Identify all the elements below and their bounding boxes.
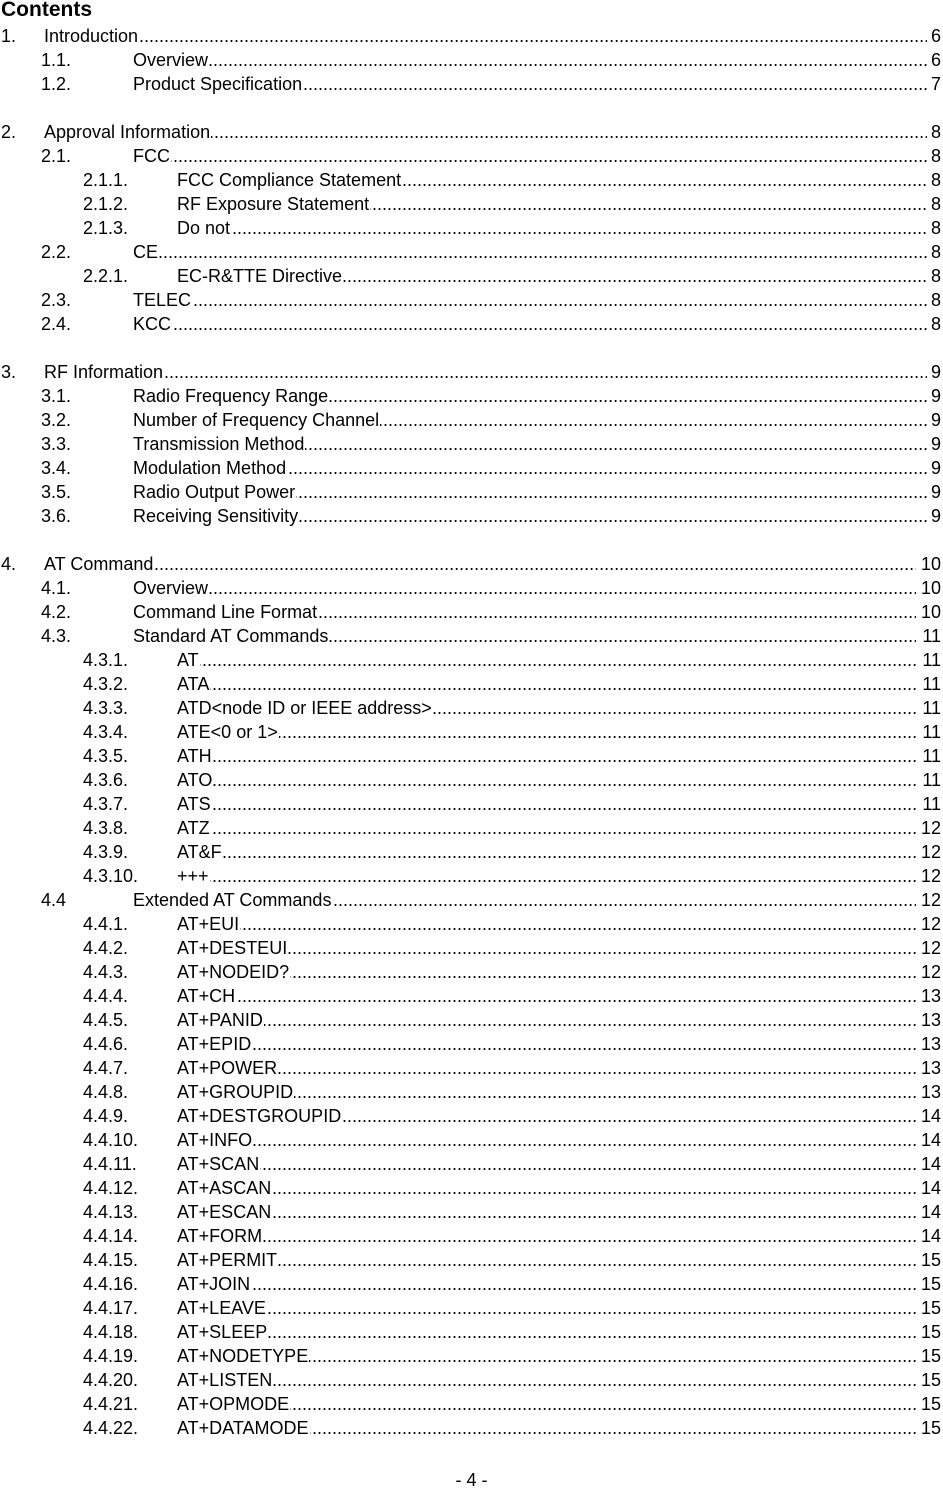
toc-entry-title-leader <box>177 1248 916 1272</box>
toc-entry-number: 3.1. <box>41 386 72 406</box>
toc-entry-title-leader <box>133 288 927 312</box>
toc-entry-title-leader <box>177 864 916 888</box>
toc-entry[interactable] <box>0 480 943 504</box>
toc-entry-title[interactable]: Introduction <box>44 26 139 46</box>
toc-spacer <box>0 336 943 360</box>
toc-entry[interactable] <box>0 672 943 696</box>
toc-entry-title[interactable]: EC-R&TTE Directive <box>177 266 343 286</box>
toc-entry-title[interactable]: Receiving Sensitivity <box>133 506 299 526</box>
toc-entry-number: 2.2.1. <box>83 266 129 286</box>
toc-entry-title-leader <box>44 360 927 384</box>
toc-entry[interactable] <box>0 1152 943 1176</box>
toc-entry-title[interactable]: Radio Output Power <box>133 482 296 502</box>
toc-entry-number: 4.4.21. <box>83 1394 139 1414</box>
toc-entry-title-leader <box>177 1152 916 1176</box>
toc-entry-title[interactable]: AT+EUI <box>177 914 240 934</box>
toc-entry[interactable] <box>0 48 943 72</box>
toc-entry-page: 12 <box>920 818 941 838</box>
toc-entry-title[interactable]: ATO <box>177 770 213 790</box>
toc-entry-title-leader <box>177 264 927 288</box>
toc-entry-title[interactable]: AT+EPID <box>177 1034 252 1054</box>
toc-entry-number: 4.4.14. <box>83 1226 139 1246</box>
toc-spacer <box>0 96 943 120</box>
toc-entry-title-leader <box>133 888 916 912</box>
toc-entry-title[interactable]: AT+PERMIT <box>177 1250 278 1270</box>
toc-entry-number: 4.4.1. <box>83 914 129 934</box>
toc-entry[interactable] <box>0 1296 943 1320</box>
toc-entry-title-leader <box>177 672 916 696</box>
toc-entry-title-leader <box>177 720 916 744</box>
toc-entry-title-leader <box>177 1344 916 1368</box>
toc-entry-title[interactable]: AT+PANID <box>177 1010 263 1030</box>
toc-entry-number: 4.4.7. <box>83 1058 129 1078</box>
toc-entry-title-leader <box>177 1392 916 1416</box>
toc-entry-number: 4.2. <box>41 602 72 622</box>
toc-entry[interactable] <box>0 1008 943 1032</box>
toc-entry[interactable] <box>0 216 943 240</box>
toc-entry[interactable] <box>0 1056 943 1080</box>
toc-entry-page: 12 <box>920 914 941 934</box>
toc-entry-page: 11 <box>922 794 941 814</box>
toc-entry-number: 4.3.8. <box>83 818 129 838</box>
toc-entry-page: 15 <box>920 1346 941 1366</box>
toc-entry[interactable] <box>0 192 943 216</box>
toc-entry-title-leader <box>177 1104 916 1128</box>
toc-entry-title-leader <box>44 552 916 576</box>
toc-entry[interactable] <box>0 864 943 888</box>
toc-entry-number: 4.4.16. <box>83 1274 139 1294</box>
toc-entry-title[interactable]: AT&F <box>177 842 222 862</box>
toc-entry-page: 6 <box>930 26 941 46</box>
toc-entry-number: 4.3.10. <box>83 866 139 886</box>
toc-entry-title[interactable]: AT+NODETYPE <box>177 1346 309 1366</box>
toc-entry-title[interactable]: Extended AT Commands <box>133 890 332 910</box>
toc-entry-title[interactable]: AT Command <box>44 554 154 574</box>
toc-entry-title-leader <box>177 960 916 984</box>
toc-entry[interactable] <box>0 984 943 1008</box>
toc-entry-title-leader <box>177 168 927 192</box>
toc-entry-title-leader <box>177 1224 916 1248</box>
toc-entry-number: 4.4.17. <box>83 1298 139 1318</box>
toc-entry[interactable] <box>0 768 943 792</box>
toc-entry[interactable] <box>0 792 943 816</box>
toc-entry-page: 15 <box>920 1298 941 1318</box>
toc-entry-page: 10 <box>920 602 941 622</box>
toc-entry-number: 4.3.6. <box>83 770 129 790</box>
toc-entry-number: 4.1. <box>41 578 72 598</box>
toc-entry[interactable] <box>0 1080 943 1104</box>
toc-entry-page: 9 <box>930 410 941 430</box>
toc-entry-title[interactable]: AT+DESTGROUPID <box>177 1106 342 1126</box>
toc-entry-page: 8 <box>930 314 941 334</box>
toc-entry-number: 4.4.15. <box>83 1250 139 1270</box>
toc-entry-title[interactable]: Do not <box>177 218 231 238</box>
toc-entry[interactable] <box>0 1368 943 1392</box>
toc-entry-number: 4.4.3. <box>83 962 129 982</box>
toc-entry[interactable] <box>0 144 943 168</box>
toc-entry[interactable] <box>0 912 943 936</box>
toc-entry-page: 12 <box>920 866 941 886</box>
toc-entry[interactable] <box>0 840 943 864</box>
toc-entry-title[interactable]: AT+DATAMODE <box>177 1418 309 1438</box>
toc-entry-title[interactable]: FCC Compliance Statement <box>177 170 402 190</box>
toc-entry-title-leader <box>177 744 916 768</box>
toc-entry-number: 2.2. <box>41 242 72 262</box>
toc-entry-number: 4.3.2. <box>83 674 129 694</box>
toc-entry[interactable] <box>0 1128 943 1152</box>
toc-entry-title-leader <box>177 1296 916 1320</box>
toc-entry-number: 1.2. <box>41 74 72 94</box>
toc-entry[interactable] <box>0 408 943 432</box>
toc-entry[interactable] <box>0 1032 943 1056</box>
toc-entry[interactable] <box>0 552 943 576</box>
toc-entry-title-leader <box>133 624 916 648</box>
toc-entry-title-leader <box>177 648 916 672</box>
toc-entry[interactable] <box>0 24 943 48</box>
toc-entry[interactable] <box>0 576 943 600</box>
toc-entry-number: 4.4.20. <box>83 1370 139 1390</box>
toc-entry-title[interactable]: ATH <box>177 746 212 766</box>
toc-entry-page: 13 <box>920 986 941 1006</box>
toc-entry-title[interactable]: AT+FORM <box>177 1226 263 1246</box>
toc-entry[interactable] <box>0 168 943 192</box>
toc-entry-page: 13 <box>920 1010 941 1030</box>
toc-entry-page: 9 <box>930 362 941 382</box>
toc-entry[interactable] <box>0 240 943 264</box>
toc-entry-title-leader <box>177 912 916 936</box>
toc-entry-title[interactable]: RF Information <box>44 362 164 382</box>
toc-entry-title-leader <box>44 24 927 48</box>
toc-entry-number: 4.4.13. <box>83 1202 139 1222</box>
toc-entry-title-leader <box>133 456 927 480</box>
toc-entry-title[interactable]: Product Specification <box>133 74 303 94</box>
toc-entry-number: 1. <box>1 26 17 46</box>
toc-entry-number: 4.4.10. <box>83 1130 139 1150</box>
toc-entry-number: 4.4.6. <box>83 1034 129 1054</box>
toc-entry-page: 14 <box>920 1202 941 1222</box>
toc-entry-title[interactable]: Radio Frequency Range <box>133 386 329 406</box>
toc-entry-page: 8 <box>930 218 941 238</box>
toc-entry[interactable] <box>0 288 943 312</box>
toc-entry[interactable] <box>0 648 943 672</box>
toc-entry-title[interactable]: +++ <box>177 866 209 886</box>
toc-entry-number: 4.4.5. <box>83 1010 129 1030</box>
toc-entry-title-leader <box>133 480 927 504</box>
toc-entry-title-leader <box>177 816 916 840</box>
toc-entry-title[interactable]: AT+OPMODE <box>177 1394 290 1414</box>
toc-entry-number: 3. <box>1 362 17 382</box>
toc-entry-number: 4.3.7. <box>83 794 129 814</box>
page-title: Contents <box>1 0 92 21</box>
toc-entry-title-leader <box>177 936 916 960</box>
toc-entry-page: 15 <box>920 1250 941 1270</box>
toc-entry[interactable] <box>0 1320 943 1344</box>
toc-spacer <box>0 528 943 552</box>
toc-entry-page: 8 <box>930 122 941 142</box>
toc-entry-number: 4.4.4. <box>83 986 129 1006</box>
toc-entry-title[interactable]: ATZ <box>177 818 210 838</box>
toc-entry-number: 4.4.2. <box>83 938 129 958</box>
toc-entry-number: 1.1. <box>41 50 72 70</box>
toc-entry-title[interactable]: AT+ASCAN <box>177 1178 272 1198</box>
toc-entry-number: 4.3. <box>41 626 72 646</box>
toc-entry[interactable] <box>0 1248 943 1272</box>
toc-entry-title-leader <box>44 120 927 144</box>
toc-entry-page: 14 <box>920 1178 941 1198</box>
toc-entry-title[interactable]: Overview <box>133 50 209 70</box>
toc-entry-title[interactable]: AT+POWER <box>177 1058 278 1078</box>
toc-entry[interactable] <box>0 72 943 96</box>
toc-entry-number: 2.1.3. <box>83 218 129 238</box>
toc-entry-title-leader <box>133 432 927 456</box>
toc-entry-title[interactable]: AT+ESCAN <box>177 1202 272 1222</box>
toc-entry[interactable] <box>0 456 943 480</box>
toc-entry-number: 2.4. <box>41 314 72 334</box>
toc-entry[interactable] <box>0 936 943 960</box>
toc-entry-title[interactable]: AT+SLEEP <box>177 1322 268 1342</box>
toc-entry-page: 14 <box>920 1130 941 1150</box>
toc-entry-number: 4.3.3. <box>83 698 129 718</box>
toc-entry[interactable] <box>0 360 943 384</box>
toc-entry-page: 6 <box>930 50 941 70</box>
toc-entry-title[interactable]: AT+INFO <box>177 1130 253 1150</box>
toc-entry[interactable] <box>0 720 943 744</box>
toc-entry-page: 11 <box>922 650 941 670</box>
table-of-contents <box>0 24 943 1440</box>
toc-entry[interactable] <box>0 1200 943 1224</box>
toc-entry-title[interactable]: ATE<0 or 1> <box>177 722 278 742</box>
toc-entry[interactable] <box>0 1104 943 1128</box>
toc-entry-title-leader <box>133 240 927 264</box>
toc-entry-title-leader <box>177 216 927 240</box>
toc-entry-title-leader <box>133 408 927 432</box>
toc-entry[interactable] <box>0 1344 943 1368</box>
toc-entry-page: 10 <box>920 578 941 598</box>
toc-entry[interactable] <box>0 816 943 840</box>
toc-entry-page: 12 <box>920 842 941 862</box>
toc-entry-title-leader <box>133 144 927 168</box>
toc-entry-page: 9 <box>930 482 941 502</box>
toc-entry-title[interactable]: AT+NODEID? <box>177 962 290 982</box>
toc-entry[interactable] <box>0 744 943 768</box>
toc-entry-title-leader <box>177 1368 916 1392</box>
toc-entry-title[interactable]: AT+CH <box>177 986 236 1006</box>
toc-entry-title-leader <box>177 1032 916 1056</box>
toc-entry-number: 4.4.9. <box>83 1106 129 1126</box>
toc-entry[interactable] <box>0 624 943 648</box>
toc-entry-title-leader <box>133 504 927 528</box>
toc-entry-title[interactable]: RF Exposure Statement <box>177 194 370 214</box>
toc-entry[interactable] <box>0 960 943 984</box>
toc-entry-page: 11 <box>922 770 941 790</box>
toc-entry-number: 4.3.9. <box>83 842 129 862</box>
toc-entry-page: 11 <box>922 698 941 718</box>
toc-entry-title[interactable]: Overview <box>133 578 209 598</box>
toc-entry-title[interactable]: Standard AT Commands <box>133 626 329 646</box>
toc-entry-number: 3.3. <box>41 434 72 454</box>
toc-entry-number: 3.6. <box>41 506 72 526</box>
toc-entry-number: 3.2. <box>41 410 72 430</box>
toc-entry-title-leader <box>177 984 916 1008</box>
toc-entry-title-leader <box>177 792 916 816</box>
toc-entry-page: 13 <box>920 1034 941 1054</box>
toc-entry[interactable] <box>0 1224 943 1248</box>
toc-entry-number: 4. <box>1 554 17 574</box>
toc-entry[interactable] <box>0 264 943 288</box>
toc-entry-page: 11 <box>922 722 941 742</box>
toc-entry-title[interactable]: AT+SCAN <box>177 1154 260 1174</box>
toc-entry-title[interactable]: AT+DESTEUI <box>177 938 288 958</box>
toc-entry-number: 4.4.19. <box>83 1346 139 1366</box>
toc-entry[interactable] <box>0 120 943 144</box>
toc-entry-page: 12 <box>920 890 941 910</box>
toc-entry-page: 15 <box>920 1274 941 1294</box>
toc-entry-title-leader <box>133 48 927 72</box>
toc-entry-number: 3.5. <box>41 482 72 502</box>
toc-entry-page: 8 <box>930 170 941 190</box>
toc-entry-number: 2.3. <box>41 290 72 310</box>
toc-entry[interactable] <box>0 384 943 408</box>
toc-entry-title-leader <box>133 384 927 408</box>
toc-entry-number: 4.3.4. <box>83 722 129 742</box>
toc-entry-number: 4.4.12. <box>83 1178 139 1198</box>
toc-entry-page: 12 <box>920 962 941 982</box>
toc-entry[interactable] <box>0 1416 943 1440</box>
toc-entry-page: 13 <box>920 1082 941 1102</box>
toc-entry-title[interactable]: AT+LISTEN <box>177 1370 273 1390</box>
toc-entry-title[interactable]: Command Line Format <box>133 602 318 622</box>
toc-entry-number: 4.4.22. <box>83 1418 139 1438</box>
toc-entry[interactable] <box>0 432 943 456</box>
toc-entry-title-leader <box>177 1056 916 1080</box>
toc-entry-page: 15 <box>920 1394 941 1414</box>
toc-entry-title-leader <box>177 696 916 720</box>
toc-entry-title-leader <box>177 1272 916 1296</box>
toc-entry-page: 10 <box>920 554 941 574</box>
toc-entry-page: 14 <box>920 1154 941 1174</box>
toc-entry-number: 2.1.2. <box>83 194 129 214</box>
toc-entry-title[interactable]: ATS <box>177 794 211 814</box>
toc-entry-title[interactable]: Transmission Method <box>133 434 305 454</box>
toc-entry-page: 14 <box>920 1226 941 1246</box>
toc-entry[interactable] <box>0 504 943 528</box>
toc-entry-title[interactable]: Number of Frequency Channel <box>133 410 380 430</box>
toc-entry[interactable] <box>0 696 943 720</box>
toc-entry-title[interactable]: AT+JOIN <box>177 1274 251 1294</box>
toc-entry-page: 8 <box>930 242 941 262</box>
toc-entry[interactable] <box>0 888 943 912</box>
toc-entry-page: 7 <box>930 74 941 94</box>
toc-entry-page: 8 <box>930 266 941 286</box>
toc-entry[interactable] <box>0 312 943 336</box>
toc-entry-title[interactable]: AT+LEAVE <box>177 1298 266 1318</box>
toc-entry-title[interactable]: FCC <box>133 146 170 166</box>
toc-entry-title[interactable]: AT+GROUPID <box>177 1082 294 1102</box>
toc-entry-title-leader <box>177 1176 916 1200</box>
toc-entry-number: 4.4 <box>41 890 67 910</box>
toc-entry-title-leader <box>177 1080 916 1104</box>
toc-entry-number: 4.4.18. <box>83 1322 139 1342</box>
toc-entry-page: 15 <box>920 1418 941 1438</box>
toc-entry-page: 9 <box>930 386 941 406</box>
toc-entry-page: 13 <box>920 1058 941 1078</box>
toc-entry-page: 15 <box>920 1322 941 1342</box>
toc-entry-title-leader <box>177 768 916 792</box>
toc-entry-title-leader <box>177 1128 916 1152</box>
toc-entry-title[interactable]: KCC <box>133 314 172 334</box>
toc-entry-page: 14 <box>920 1106 941 1126</box>
toc-entry-title-leader <box>133 312 927 336</box>
toc-entry-title-leader <box>177 1320 916 1344</box>
toc-entry-number: 4.4.8. <box>83 1082 129 1102</box>
toc-entry-title-leader <box>177 1200 916 1224</box>
toc-entry-page: 15 <box>920 1370 941 1390</box>
toc-entry-page: 9 <box>930 458 941 478</box>
toc-entry-title-leader <box>133 576 916 600</box>
toc-entry-title-leader <box>177 1416 916 1440</box>
toc-entry-title-leader <box>177 840 916 864</box>
toc-entry-title[interactable]: CE <box>133 242 159 262</box>
toc-entry-title-leader <box>133 600 916 624</box>
toc-entry-title[interactable]: TELEC <box>133 290 192 310</box>
toc-entry-title-leader <box>177 192 927 216</box>
toc-entry-number: 4.4.11. <box>83 1154 137 1174</box>
toc-entry-number: 4.3.5. <box>83 746 129 766</box>
toc-entry-number: 2.1.1. <box>83 170 129 190</box>
toc-entry-title[interactable]: AT <box>177 650 199 670</box>
toc-entry-title-leader <box>177 1008 916 1032</box>
toc-entry-number: 2. <box>1 122 17 142</box>
toc-entry[interactable] <box>0 600 943 624</box>
toc-entry-number: 3.4. <box>41 458 72 478</box>
toc-entry-title[interactable]: Approval Information <box>44 122 211 142</box>
toc-entry-page: 9 <box>930 434 941 454</box>
toc-entry-page: 9 <box>930 506 941 526</box>
toc-entry-title[interactable]: ATD<node ID or IEEE address> <box>177 698 432 718</box>
toc-entry[interactable] <box>0 1272 943 1296</box>
toc-entry-page: 11 <box>922 674 941 694</box>
toc-entry-page: 8 <box>930 290 941 310</box>
toc-entry-page: 11 <box>922 626 941 646</box>
toc-entry-title[interactable]: Modulation Method <box>133 458 287 478</box>
toc-entry-page: 11 <box>922 746 941 766</box>
toc-entry-number: 2.1. <box>41 146 72 166</box>
toc-entry-page: 12 <box>920 938 941 958</box>
toc-entry[interactable] <box>0 1176 943 1200</box>
page-number-footer: - 4 - <box>455 1470 488 1490</box>
toc-entry-title[interactable]: ATA <box>177 674 210 694</box>
toc-entry-page: 8 <box>930 194 941 214</box>
toc-entry-page: 8 <box>930 146 941 166</box>
toc-entry-title-leader <box>133 72 927 96</box>
toc-entry-number: 4.3.1. <box>83 650 129 670</box>
toc-entry[interactable] <box>0 1392 943 1416</box>
